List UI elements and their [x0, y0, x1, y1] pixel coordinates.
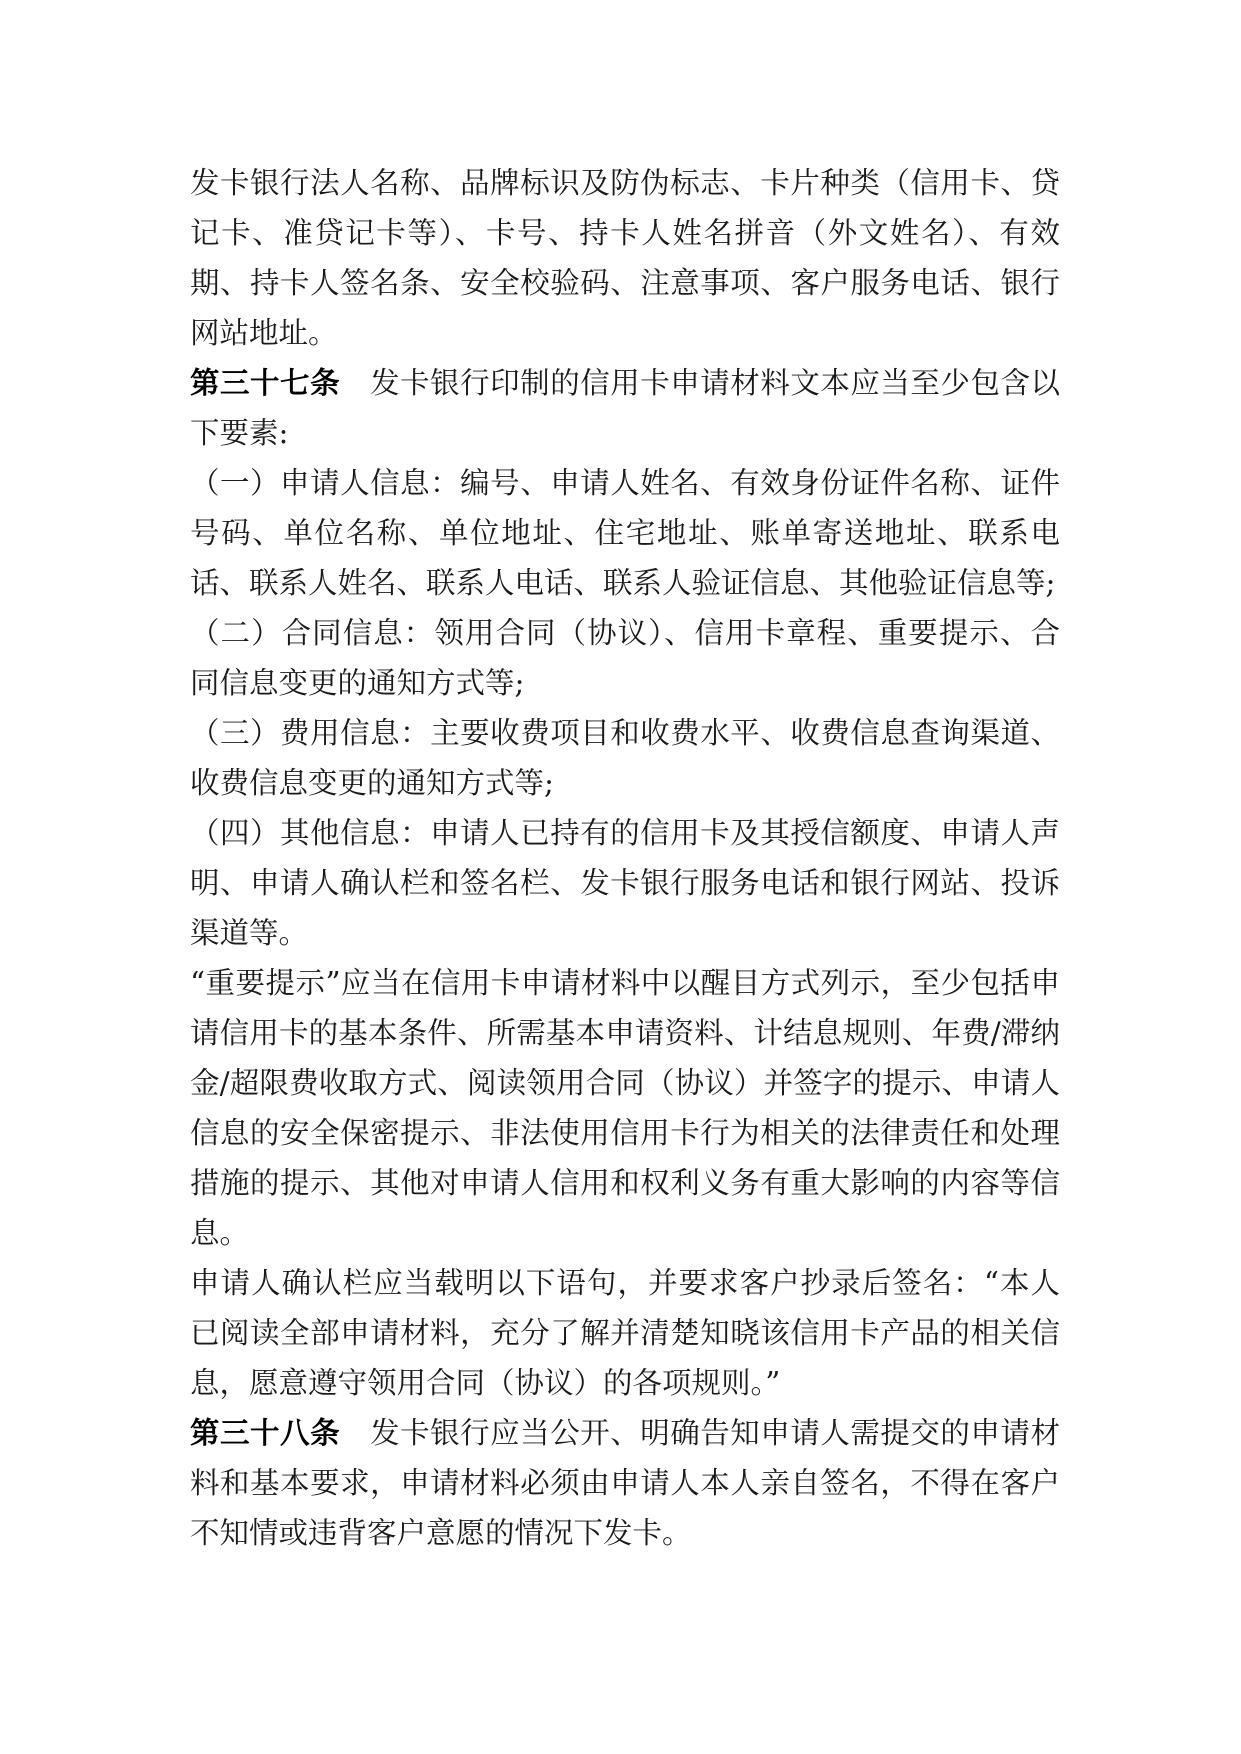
confirmation-paragraph: 申请人确认栏应当载明以下语句，并要求客户抄录后签名：“本人已阅读全部申请材料，充分了解并清楚知晓该信用卡产品的相关信息，愿意遵守领用合同（协议）的各项规则。”: [190, 1266, 1060, 1400]
article-38: [190, 1408, 1060, 1558]
article-37-text: 发卡银行印制的信用卡申请材料文本应当至少包含以下要素:: [190, 366, 1060, 450]
article-37-number: 第三十七条: [190, 366, 341, 400]
important-notice-paragraph: “重要提示”应当在信用卡申请材料中以醒目方式列示，至少包括申请信用卡的基本条件、所需基本申请资料、计结息规则、年费/滞纳金/超限费收取方式、阅读领用合同（协议）并签字的提示、申请人信息的安全保密提示、非法使用信用卡行为相关的法律责任和处理措施的提示、其他对申请人信用和权利义务有重大影响的内容等信息。: [190, 966, 1060, 1250]
article-37-item-2: （二）合同信息：领用合同（协议）、信用卡章程、重要提示、合同信息变更的通知方式等;: [190, 616, 1060, 700]
article-37-item-3: （三）费用信息：主要收费项目和收费水平、收费信息查询渠道、收费信息变更的通知方式等;: [190, 716, 1060, 800]
article-37-item-4: （四）其他信息：申请人已持有的信用卡及其授信额度、申请人声明、申请人确认栏和签名栏、发卡银行服务电话和银行网站、投诉渠道等。: [190, 816, 1060, 950]
article-38-number: 第三十八条: [190, 1416, 341, 1450]
article-37-item-1: （一）申请人信息：编号、申请人姓名、有效身份证件名称、证件号码、单位名称、单位地址、住宅地址、账单寄送地址、联系电话、联系人姓名、联系人电话、联系人验证信息、其他验证信息等;: [190, 466, 1060, 600]
card-face-elements-paragraph: 发卡银行法人名称、品牌标识及防伪标志、卡片种类（信用卡、贷记卡、准贷记卡等）、卡号、持卡人姓名拼音（外文姓名）、有效期、持卡人签名条、安全校验码、注意事项、客户服务电话、银行网站地址。: [190, 166, 1060, 350]
article-38-text: 发卡银行应当公开、明确告知申请人需提交的申请材料和基本要求，申请材料必须由申请人本人亲自签名，不得在客户不知情或违背客户意愿的情况下发卡。: [190, 1416, 1060, 1550]
document-body: [190, 158, 1060, 1558]
article-37: [190, 358, 1060, 458]
